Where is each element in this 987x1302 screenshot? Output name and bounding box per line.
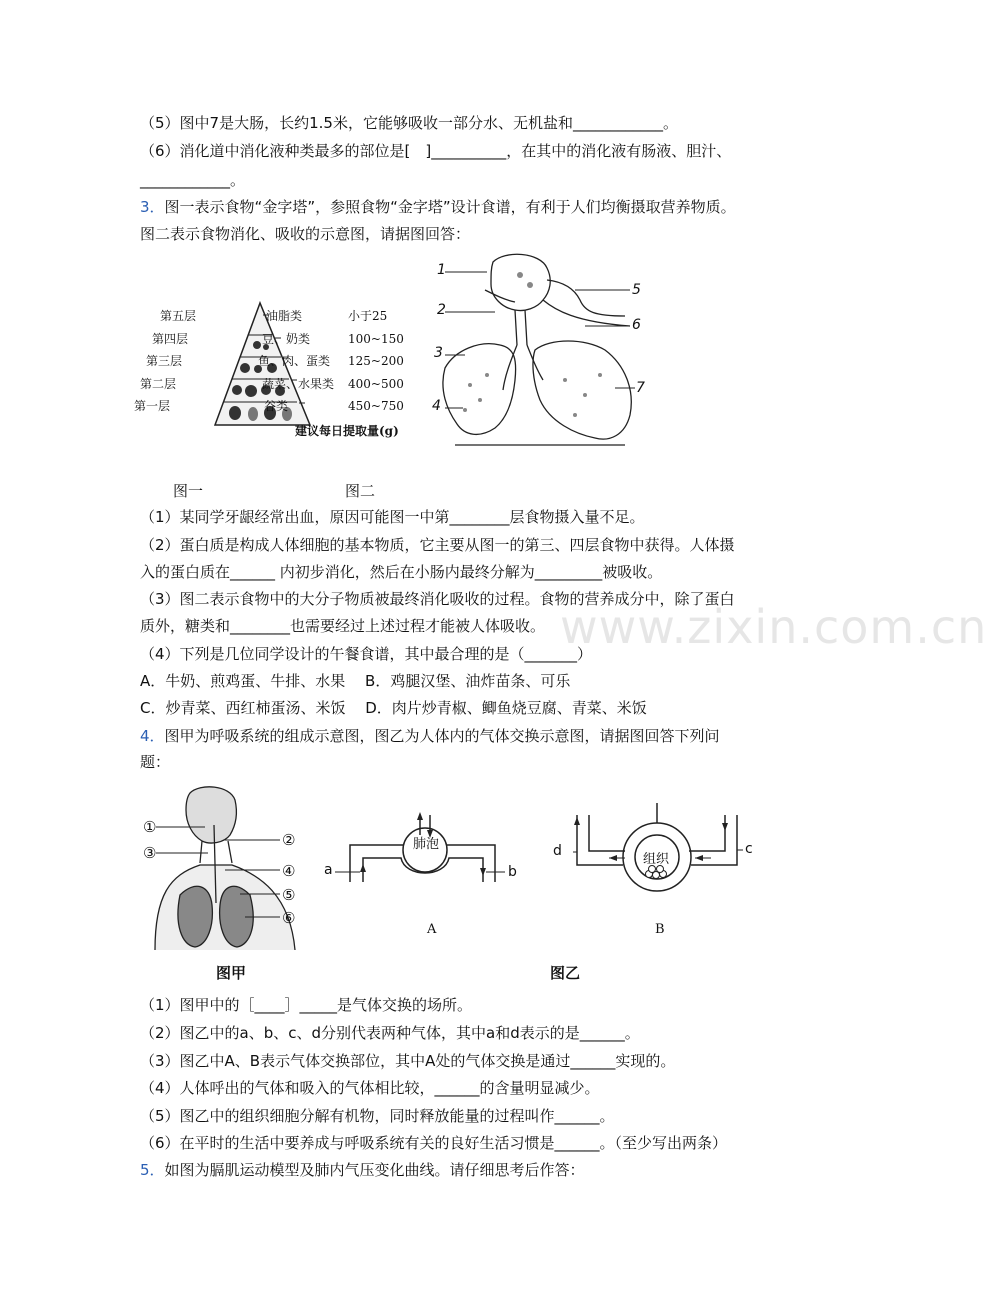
q3-4: （4）下列是几位同学设计的午餐食谱，其中最合理的是（_______） (140, 645, 593, 663)
q5-number: 5． (140, 1161, 165, 1179)
fig2-label-4: 4 (432, 398, 441, 414)
amount-2: 400~500 (348, 376, 404, 391)
layer-1-label: 第一层 (134, 399, 171, 413)
q5-stem (140, 1160, 585, 1180)
jia-label-4: ④ (282, 862, 296, 880)
food-3-label: 鱼、肉、蛋类 (258, 354, 331, 368)
q3-options-cd: C．炒青菜、西红柿蛋汤、米饭 D．肉片炒青椒、鲫鱼烧豆腐、青菜、米饭 (140, 699, 647, 717)
q4-number: 4． (140, 727, 165, 745)
q3-stem (140, 197, 736, 217)
amount-5: 小于25 (348, 309, 388, 323)
q4-2: （2）图乙中的a、b、c、d分别代表两种气体，其中a和d表示的是______。 (140, 1024, 640, 1042)
jia-label-6: ⑥ (282, 909, 296, 927)
amount-1: 450~750 (348, 399, 404, 413)
q2-6-text: （6）消化道中消化液种类最多的部位是[ ]__________，在其中的消化液有肠液、胆汁、 (140, 142, 732, 160)
fig2-label-5: 5 (632, 282, 641, 298)
q5-stem-text: 如图为膈肌运动模型及肺内气压变化曲线。请仔细思考后作答： (164, 1161, 585, 1179)
alveolus-label: 肺泡 (413, 837, 440, 852)
gas-b-label: b (508, 864, 517, 880)
pyramid-layer-labels (134, 305, 197, 418)
fig1-caption: 图一 (173, 482, 204, 500)
q3-number: 3． (140, 198, 165, 216)
q3-stem-text: 图一表示食物“金字塔”，参照食物“金字塔”设计食谱，有利于人们均衡摄取营养物质。 (164, 198, 736, 216)
q3-2-cont: 入的蛋白质在______ 内初步消化，然后在小肠内最终分解为_________被吸收。 (140, 563, 663, 581)
site-B-label: B (655, 922, 665, 937)
q4-6: （6）在平时的生活中要养成与呼吸系统有关的良好生活习惯是______。（至少写出两条） (140, 1134, 728, 1152)
fig-jia-caption: 图甲 (216, 964, 247, 982)
q4-1: （1）图甲中的［____］_____是气体交换的场所。 (140, 996, 473, 1014)
amount-4: 100~150 (348, 331, 404, 346)
pyramid-food-labels (258, 305, 335, 418)
q3-2: （2）蛋白质是构成人体细胞的基本物质，它主要从图一的第三、四层食物中获得。人体摄 (140, 536, 735, 554)
pyramid-amount-labels (348, 305, 404, 418)
gas-c-label: c (745, 841, 753, 857)
layer-2-label: 第二层 (140, 376, 177, 391)
q3-3: （3）图二表示食物中的大分子物质被最终消化吸收的过程。食物的营养成分中，除了蛋白 (140, 590, 735, 608)
tissue-label: 组织 (643, 852, 670, 867)
q4-3: （3）图乙中A、B表示气体交换部位，其中A处的气体交换是通过______实现的。 (140, 1052, 676, 1070)
food-2-label: 蔬菜、水果类 (262, 376, 335, 391)
amount-3: 125~200 (348, 354, 404, 368)
fig2-label-2: 2 (437, 302, 446, 318)
gas-a-label: a (324, 862, 333, 878)
fig2-caption: 图二 (345, 482, 376, 500)
digestion-diagram (425, 250, 655, 470)
jia-label-2: ② (282, 831, 296, 849)
q2-6-text-cont: ____________。 (140, 171, 246, 189)
q4-5: （5）图乙中的组织细胞分解有机物，同时释放能量的过程叫作______。 (140, 1107, 615, 1125)
watermark: www.zixin.com.cn (560, 600, 987, 654)
fig2-label-7: 7 (636, 380, 645, 396)
layer-4-label: 第四层 (152, 331, 189, 346)
q3-3-cont: 质外，糖类和________也需要经过上述过程才能被人体吸收。 (140, 617, 546, 635)
jia-label-3: ③ (143, 844, 157, 862)
q4-4: （4）人体呼出的气体和吸入的气体相比较，______的含量明显减少。 (140, 1079, 600, 1097)
q4-stem (140, 726, 720, 746)
layer-5-label: 第五层 (160, 309, 197, 323)
food-1-label: 谷类 (264, 399, 289, 413)
fig2-label-6: 6 (632, 317, 641, 333)
site-A-label: A (427, 922, 437, 937)
layer-3-label: 第三层 (146, 354, 183, 368)
food-4-label: 豆、奶类 (262, 331, 311, 346)
q3-1: （1）某同学牙龈经常出血，原因可能图一中第________层食物摄入量不足。 (140, 508, 645, 526)
pyramid-unit: 建议每日提取量(g) (295, 424, 399, 438)
jia-label-1: ① (143, 818, 157, 836)
fig-yi-caption: 图乙 (550, 964, 581, 982)
q3-stem-cont: 图二表示食物消化、吸收的示意图，请据图回答： (140, 225, 471, 243)
q4-stem-text: 图甲为呼吸系统的组成示意图，图乙为人体内的气体交换示意图，请据图回答下列问 (164, 727, 720, 745)
fig2-label-3: 3 (434, 345, 443, 361)
gas-d-label: d (553, 843, 562, 859)
jia-label-5: ⑤ (282, 886, 296, 904)
food-5-label: 油脂类 (266, 309, 303, 323)
q3-options-ab: A．牛奶、煎鸡蛋、牛排、水果 B．鸡腿汉堡、油炸苗条、可乐 (140, 672, 571, 690)
q2-5-text: （5）图中7是大肠，长约1.5米，它能够吸收一部分水、无机盐和____________。 (140, 114, 678, 132)
fig2-label-1: 1 (437, 262, 446, 278)
q4-stem-cont: 题： (140, 753, 171, 771)
